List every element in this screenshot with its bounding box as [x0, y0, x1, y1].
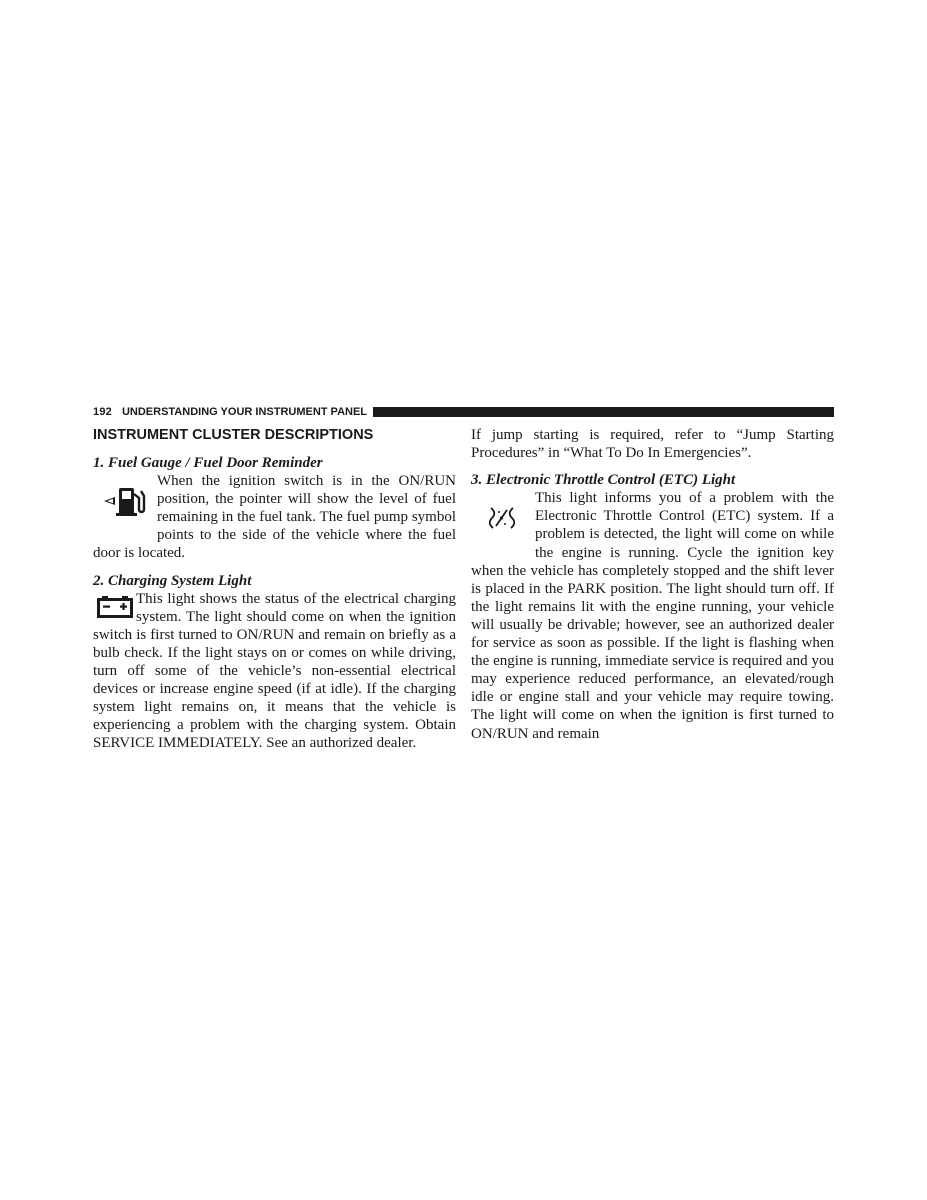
header-rule	[373, 407, 834, 417]
jump-start-text: If jump starting is required, refer to “Jump Starting Procedures” in “What To Do In Emergencies”.	[471, 427, 834, 462]
fuel-pump-icon	[93, 474, 157, 528]
throttle-icon	[471, 491, 535, 545]
fuel-gauge-title: 1. Fuel Gauge / Fuel Door Reminder	[93, 455, 323, 471]
section-title: UNDERSTANDING YOUR INSTRUMENT PANEL	[121, 405, 368, 418]
page-header	[93, 405, 834, 418]
etc-light-text: This light informs you of a problem with the Electronic Throttle Control (ETC) system. If a problem is detected, the light will come on while the engine is running. Cycle the ignition key when the vehicle has completely stopped and the shift lever is placed in the PARK position. The light should turn off. If the light remains lit with the engine running, your vehicle will usually be drivable; however, see an authorized dealer for service as soon as possible. If the light is flashing when the engine is running, immediate service is required and you may experience reduced performance, an elevated/rough idle or engine stall and your vehicle may require towing. The light will come on when the ignition is first turned to ON/RUN and remain	[471, 490, 834, 742]
left-column	[93, 426, 456, 753]
etc-light-title: 3. Electronic Throttle Control (ETC) Light	[471, 472, 736, 489]
page-number: 192	[93, 405, 112, 418]
right-column	[471, 426, 834, 743]
charging-system-title: 2. Charging System Light	[93, 572, 252, 589]
battery-icon	[93, 590, 136, 624]
charging-system-text: This light shows the status of the electrical charging system. The light should come on when the ignition switch is first turned to ON/RUN and remain on briefly as a bulb check. If the light stays on or comes on while driving, turn off some of the vehicle’s non-essential electrical devices or increase engine speed (if at idle). If the charging system light remains on, it means that the vehicle is experiencing a problem with the charging system. Obtain SERVICE IMMEDIATELY. See an authorized dealer.	[93, 590, 456, 752]
fuel-gauge-text: When the ignition switch is in the ON/RUN position, the pointer will show the level of fuel remaining in the fuel tank. The fuel pump symbol points to the side of the vehicle where the fuel door is located.	[93, 473, 456, 562]
section-heading: INSTRUMENT CLUSTER DESCRIPTIONS	[93, 427, 374, 443]
